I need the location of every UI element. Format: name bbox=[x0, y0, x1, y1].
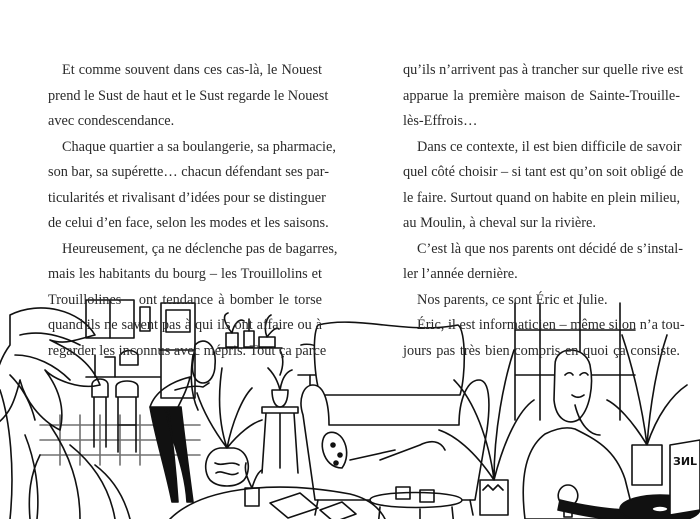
text-line: lès-Effrois… bbox=[403, 113, 478, 129]
text-line: avec condescendance. bbox=[48, 113, 175, 129]
text-line: mais les habitants du bourg – les Trouillolins et bbox=[48, 266, 322, 282]
woman-watering-plants bbox=[150, 341, 215, 502]
text-line: son bar, sa supérette… chacun défendant ses par- bbox=[48, 164, 329, 180]
text-line: Et comme souvent dans ces cas-là, le Nouest bbox=[62, 62, 322, 78]
text-line: Heureusement, ça ne déclenche pas de bagarres, bbox=[62, 240, 338, 257]
text-line: Chaque quartier a sa boulangerie, sa pharmacie, bbox=[62, 138, 336, 155]
potted-plant-vase bbox=[197, 368, 262, 486]
text-line: quel côté choisir – si tant est qu’on soit obligé de bbox=[403, 164, 684, 180]
right-text-column bbox=[403, 58, 685, 364]
left-text-column bbox=[48, 58, 338, 364]
text-line: Nos parents, ce sont Éric et Julie. bbox=[417, 291, 608, 308]
text-line: Éric, il est informaticien – même si on n’a tou- bbox=[417, 317, 685, 333]
text-line: ler l’année dernière. bbox=[403, 266, 518, 282]
text-line: de celui d’en face, selon les modes et les saisons. bbox=[48, 215, 329, 231]
record-sleeve bbox=[670, 440, 700, 515]
text-line: qu’ils n’arrivent pas à trancher sur quelle rive est bbox=[403, 62, 684, 78]
text-line: quand ils ne savent pas à qui ils ont affaire ou à bbox=[48, 317, 322, 333]
plant-stool bbox=[262, 368, 298, 473]
text-line: jours pas très bien compris en quoi ça consiste. bbox=[403, 342, 680, 359]
text-line: Dans ce contexte, il est bien difficile de savoir bbox=[417, 138, 682, 155]
text-line: ticularités et rivalisant d’idées pour se distinguer bbox=[48, 189, 326, 206]
text-line: C’est là que nos parents ont décidé de s’instal- bbox=[417, 240, 684, 257]
text-line: le faire. Surtout quand on habite en plein milieu, bbox=[403, 189, 681, 206]
text-line: au Moulin, à cheval sur la rivière. bbox=[403, 215, 596, 231]
kitchen-stools bbox=[92, 379, 138, 452]
text-line: apparue la première maison de Sainte-Trouille- bbox=[403, 87, 680, 104]
record-sleeve-text: ЗИL bbox=[673, 455, 698, 468]
text-line: regarder les inconnus avec mépris. Tout ça parce bbox=[48, 342, 327, 359]
text-line: prend le Sust de haut et le Sust regarde le Nouest bbox=[48, 87, 329, 104]
text-line: Trouillolines – ont tendance à bomber le torse bbox=[48, 291, 322, 308]
